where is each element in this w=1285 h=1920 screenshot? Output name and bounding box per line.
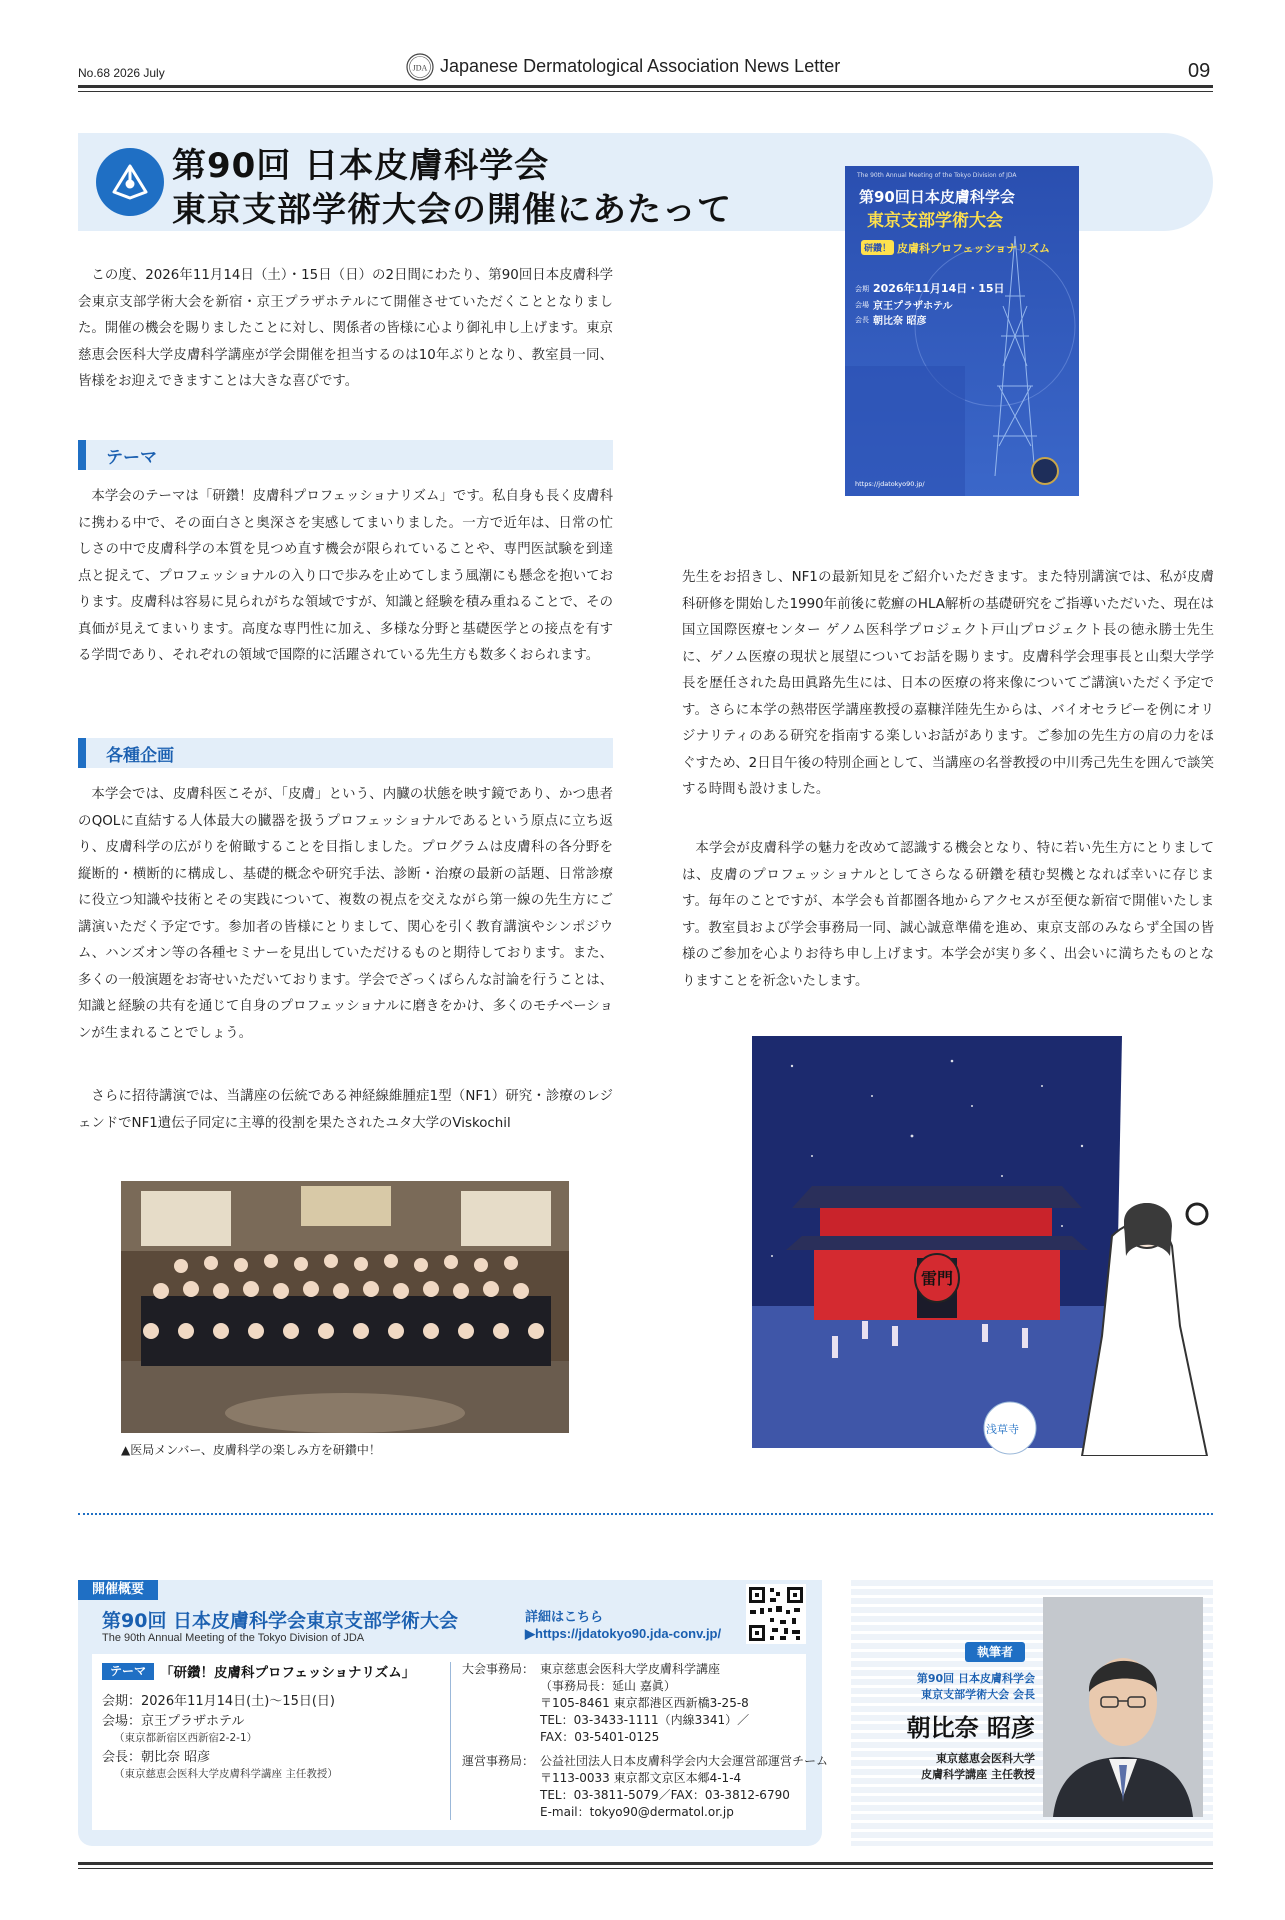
section-heading-text: テーマ [106,448,157,468]
poster-theme: 皮膚科プロフェッショナリズム [897,242,1051,255]
poster-president: 朝比奈 昭彦 [873,316,927,327]
meeting-poster [845,166,1079,496]
section-heading-text: 各種企画 [106,746,174,766]
author-name: 朝比奈 昭彦 [906,1714,1035,1742]
author-tag: 執筆者 [965,1642,1025,1662]
author-photo [1043,1597,1203,1817]
logo-text: JDA [412,63,428,73]
summary-subtitle: The 90th Annual Meeting of the Tokyo Division of JDA [102,1632,365,1644]
issue-number: No.68 2026 July [78,66,165,80]
poster-date: 2026年11月14日・15日 [873,282,1005,295]
footer-rule-thin [78,1868,1213,1869]
ops-email[interactable]: E-mail：tokyo90@dermatol.or.jp [540,1805,734,1819]
section-heading-theme [78,440,613,470]
office-tel: TEL：03-3433-1111（内線3341）／ [540,1713,750,1727]
lecture-continuation-paragraph: 先生をお招きし、NF1の最新知見をご紹介いただきます。また特別講演では、私が皮膚科研修を開始した1990年前後に乾癬のHLA解析の基礎研究をご指導いただいた、現在は国立国際医療センター ゲノム医科学プロジェクト戸山プロジェクト長の徳永勝士先生に、ゲノム医療の現状と展望についてお話を賜ります。皮膚科学会理事長と山梨大学学長を歴任された島田眞路先生には、日本の医療の将来像についてご講演いただく予定です。さらに本学の熱帯医学講座教授の嘉糠洋陸先生からは、バイオセラピーを例にオリジナリティのある研究を指南する楽しいお話があります。ご参加の先生方の肩の力をほぐすため、2日目午後の特別企画として、当講座の名誉教授の中川秀己先生を囲んで談笑する時間も設けました。 [682,570,1214,797]
author-role-line2: 東京支部学術大会 会長 [921,1688,1035,1701]
poster-badge: 研鑽！ [861,240,894,255]
ops-tel-fax: TEL：03-3811-5079／FAX：03-3812-6790 [540,1788,790,1802]
section-bar [78,738,86,768]
event-venue: 会場：京王プラザホテル [102,1714,245,1729]
theme-paragraph: 本学会のテーマは「研鑽！皮膚科プロフェッショナリズム」です。私自身も長く皮膚科に携わる中で、その面白さと奥深さを実感してまいりました。一方で近年は、日常の忙しさの中で皮膚科学の本質を見つめ直す機会が限られていることや、専門医試験を到達点と捉えて、プロフェッショナルの入り口で歩みを止めてしまう風潮にも懸念を抱いております。皮膚科は容易に見られがちな領域ですが、知識と経験を積み重ねることで、その真価が見えてまいります。高度な専門性に加え、多様な分野と基礎医学との接点を有する学問であり、それぞれの領域で国際的に活躍されている先生方も数多くおられます。 [78,489,613,663]
ops-name: 公益社団法人日本皮膚科学会内大会運営部運営チーム [540,1754,829,1768]
page-number: 09 [1188,60,1211,82]
president-affiliation: （東京慈恵会医科大学皮膚科学講座 主任教授） [114,1768,338,1780]
illustration-label: 浅草寺 [986,1423,1019,1436]
event-date: 会期：2026年11月14日(土)～15日(日) [102,1694,335,1709]
closing-paragraph: 本学会が皮膚科学の魅力を改めて認識する機会となり、特に若い先生方にとりましては、皮膚のプロフェッショナルとしてさらなる研鑽を積む契機となれば幸いに存じます。毎年のことですが、本学会も首都圏各地からアクセスが至便な新宿で開催いたします。教室員および学会事務局一同、誠心誠意準備を進め、東京支部のみならず全国の皆様のご参加を心よりお待ち申し上げます。本学会が実り多く、出会いに満ちたものとなりますことを祈念いたします。 [682,841,1214,989]
event-president: 会長：朝比奈 昭彦 [102,1750,211,1765]
summary-divider [450,1662,451,1820]
author-affiliation-line2: 皮膚科学講座 主任教授 [921,1768,1035,1781]
header-rule-thin [78,91,1213,92]
group-photo [121,1181,569,1433]
jda-logo [405,52,435,82]
program-paragraph: 本学会では、皮膚科医こそが、「皮膚」という、内臓の状態を映す鏡であり、かつ患者のQOLに直結する人体最大の臓器を扱うプロフェッショナルであるという原点に立ち返り、皮膚科学の広がりを俯瞰することを目指しました。プログラムは皮膚科の各分野を縦断的・横断的に構成し、基礎的概念や研究手法、診断・治療の最新の話題、日常診療に役立つ知識や技術とその実践について、複数の視点を交えながら第一線の先生方にご講演いただく予定です。参加者の皆様にとりまして、関心を引く教育講演やシンポジウム、ハンズオン等の各種セミナーを見出していただけるものと期待しております。また、多くの一般演題をお寄せいただいております。学会でざっくばらんな討論を行うことは、知識と経験の共有を通じて自身のプロフェッショナルに磨きをかけ、多くのモチベーションが生まれることでしょう。 [78,787,613,1041]
pen-nib-icon [96,148,164,216]
author-affiliation-line1: 東京慈恵会医科大学 [936,1752,1035,1765]
poster-line2: 東京支部学術大会 [867,211,1003,231]
poster-president-label: 会長 [855,316,869,324]
details-label: 詳細はこちら [525,1610,604,1625]
office-label: 大会事務局： [462,1662,535,1676]
summary-title: 第90回 日本皮膚科学会東京支部学術大会 [102,1610,459,1632]
theme-tag: テーマ [102,1663,154,1680]
poster-venue: 京王プラザホテル [873,301,953,312]
invited-lecture-paragraph: さらに招待講演では、当講座の伝統である神経線維腫症1型（NF1）研究・診療のレジェンドでNF1遺伝子同定に主導的役割を果たされたユタ大学のViskochil [78,1089,613,1131]
ops-address: 〒113-0033 東京都文京区本郷4-1-4 [540,1771,742,1785]
page-title-line1: 第90回 日本皮膚科学会 [172,146,550,186]
newsletter-title: Japanese Dermatological Association News Letter [440,56,841,76]
footer-rule [78,1862,1213,1865]
office-head: （事務局長：延山 嘉眞） [540,1679,676,1693]
event-url-link[interactable]: ▶https://jdatokyo90.jda-conv.jp/ [525,1626,722,1641]
office-address: 〒105-8461 東京都港区西新橋3-25-8 [540,1696,749,1710]
qr-code-icon[interactable] [746,1584,806,1644]
section-divider [78,1513,1213,1515]
author-role-line1: 第90回 日本皮膚科学会 [916,1672,1035,1685]
section-heading-program [78,738,613,768]
header-rule [78,85,1213,88]
poster-venue-label: 会場 [855,301,869,309]
poster-url: https://jdatokyo90.jp/ [855,480,925,488]
summary-tag: 開催概要 [78,1580,158,1600]
intro-paragraph: この度、2026年11月14日（土）・15日（日）の2日間にわたり、第90回日本皮膚科学会東京支部学術大会を新宿・京王プラザホテルにて開催させていただくこととなりました。開催の機会を賜りましたことに対し、関係者の皆様に心より御礼申し上げます。東京慈恵会医科大学皮膚科学講座が学会開催を担当するのは10年ぶりとなり、教室員一同、皆様をお迎えできますことは大きな喜びです。 [78,268,613,389]
photo-caption: ▲医局メンバー、皮膚科学の楽しみ方を研鑽中！ [121,1443,381,1457]
page-title-line2: 東京支部学術大会の開催にあたって [172,190,732,230]
poster-date-label: 会期 [855,285,869,293]
lantern-text: 雷門 [920,1269,954,1288]
theme-text: 「研鑽！皮膚科プロフェッショナリズム」 [160,1665,416,1681]
ops-label: 運営事務局： [462,1754,535,1768]
poster-en-title: The 90th Annual Meeting of the Tokyo Division of JDA [857,172,1017,179]
venue-address: （東京都新宿区西新宿2-2-1） [114,1732,258,1744]
section-bar [78,440,86,470]
office-name: 東京慈恵会医科大学皮膚科学講座 [540,1662,721,1676]
sensoji-illustration [752,1036,1216,1456]
office-fax: FAX：03-5401-0125 [540,1730,660,1744]
poster-line1: 第90回日本皮膚科学会 [859,188,1015,206]
